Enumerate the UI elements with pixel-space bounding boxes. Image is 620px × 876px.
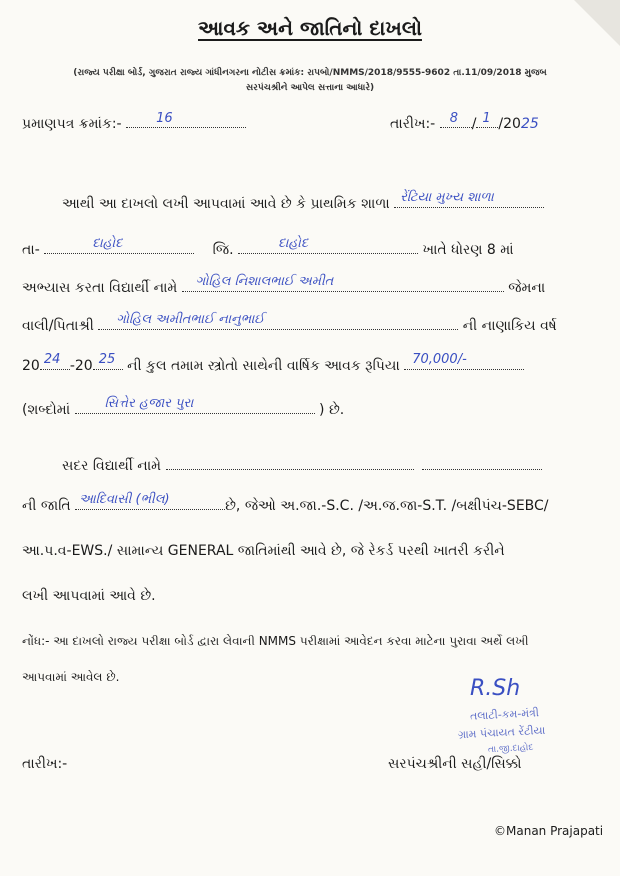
- amount-words-label: (શબ્દોમાં: [22, 402, 71, 418]
- footer-date-label: તારીખ:-: [22, 756, 68, 772]
- board-notice-line2: સરપંચશ્રીને આપેલ સત્તાના આધારે): [245, 83, 375, 93]
- paragraph-line-6: [22, 396, 345, 418]
- paragraph-line-7: [62, 458, 542, 474]
- taluka-field: [44, 236, 194, 254]
- district-label: જિ.: [212, 242, 234, 258]
- income-field: [404, 352, 524, 370]
- date-label: તારીખ:-: [390, 116, 436, 132]
- certificate-number-row: [22, 111, 246, 132]
- paragraph-line-2: [22, 236, 514, 258]
- paragraph-intro: આથી આ દાખલો લખી આપવામાં આવે છે કે પ્રાથમિક શાળા: [62, 196, 390, 212]
- footnote-line1: નોંધ:- આ દાખલો રાજ્ય પરીક્ષા બોર્ડ દ્વારા લેવાની NMMS પરીક્ષામાં આવેદન કરવા માટેના પુરાવા અર્થે લખી: [22, 634, 529, 648]
- year-from-value: 24: [43, 352, 61, 367]
- date-month-value: 1: [482, 111, 491, 126]
- student-again-blank-2: [422, 469, 542, 470]
- certificate-title-wrap: [0, 16, 620, 40]
- certificate-number-label: પ્રમાણપત્ર ક્રમાંક:-: [22, 116, 122, 132]
- amount-words-field: [75, 396, 315, 414]
- paragraph-line-5: 20 24 -20 25 ની કુલ તમામ સ્ત્રોતો સાથેની વાર્ષિક આવક રૂપિયા 70,000/-: [22, 358, 524, 374]
- board-notice-line1: (રાજ્ય પરીક્ષા બોર્ડ, ગુજરાત રાજ્ય ગાંધીનગરના નોટીસ ક્રમાંક: રાપબો/NMMS/2018/9555-9602 તા.11/09/2018 મુજબ: [73, 68, 547, 78]
- credit-text: ©Manan Prajapati: [494, 824, 604, 838]
- certificate-title: આવક અને જાતિનો દાખલો: [198, 16, 422, 40]
- student-label: અભ્યાસ કરતા વિદ્યાર્થી નામે: [22, 280, 178, 296]
- paragraph-line-1: [62, 190, 544, 212]
- district-field: [238, 236, 418, 254]
- school-name-field: [394, 190, 544, 208]
- paragraph-line-8: [22, 492, 549, 514]
- footnote-line2: આપવામાં આવેલ છે.: [22, 670, 120, 684]
- guardian-name-field: [98, 312, 458, 330]
- amount-words-end: ) છે.: [319, 402, 345, 418]
- caste-label: ની જાતિ: [22, 498, 71, 514]
- year-to-prefix: 20: [74, 358, 93, 374]
- student-name-value: ગોહિલ નિશાલભાઈ અમીત: [195, 274, 334, 289]
- financial-year-text: ની નાણાકિય વર્ષ: [462, 318, 557, 334]
- caste-field: [75, 492, 225, 510]
- date-month-field: [476, 111, 498, 128]
- standard-text: ખાતે ધોરણ 8 માં: [422, 242, 514, 258]
- income-text: ની કુલ તમામ સ્ત્રોતો સાથેની વાર્ષિક આવક રૂપિયા: [127, 358, 400, 374]
- guardian-name-value: ગોહિલ અમીતભાઈ નાનુભાઈ: [116, 312, 265, 327]
- date-row: તારીખ:- 8 / 1 /2025: [390, 111, 539, 132]
- caste-line-rest: છે, જેઓ અ.જા.-S.C. /અ.જ.જા-S.T. /બક્ષીપંચ-SEBC/: [225, 498, 549, 514]
- date-day-value: 8: [449, 111, 458, 126]
- school-name-value: રેંટિયા મુખ્ય શાળા: [400, 190, 494, 205]
- paragraph-line-3: [22, 274, 546, 296]
- date-day-field: [440, 111, 472, 128]
- paragraph-line-4: [22, 312, 557, 334]
- taluka-value: દાહોદ: [92, 236, 123, 251]
- paragraph-line-9: આ.પ.વ-EWS./ સામાન્ય GENERAL જાતિમાંથી આવે છે, જે રેકર્ડ પરથી ખાતરી કરીને: [22, 543, 505, 559]
- stamp-line3: તા.જી.દાહોદ: [487, 742, 534, 756]
- paragraph-line-10: લખી આપવામાં આવે છે.: [22, 588, 156, 604]
- income-value: 70,000/-: [412, 352, 467, 367]
- year-to-field: [93, 352, 123, 370]
- year-from-prefix: 20: [22, 358, 40, 374]
- certificate-number-field: [126, 111, 246, 128]
- student-name-field: [182, 274, 504, 292]
- date-year-prefix: 20: [503, 116, 521, 132]
- year-to-value: 25: [98, 352, 116, 367]
- caste-value: આદિવાસી (ભીલ): [79, 492, 170, 507]
- guardian-label: વાલી/પિતાશ્રી: [22, 318, 94, 334]
- footer-sign-label: સરપંચશ્રીની સહી/સિક્કો: [388, 756, 522, 772]
- amount-words-value: સિત્તેર હજાર પુરા: [104, 396, 194, 411]
- taluka-label: તા-: [22, 242, 40, 258]
- date-year-suffix: 25: [520, 116, 539, 132]
- stamp-line1: તલાટી-કમ-મંત્રી: [469, 706, 540, 723]
- signature: R.Sh: [470, 676, 521, 701]
- student-again-blank: [166, 469, 414, 470]
- certificate-number-value: 16: [156, 111, 173, 126]
- stamp-line2: ગ્રામ પંચાયત રેંટીયા: [457, 723, 546, 742]
- year-from-field: [40, 352, 70, 370]
- whose-text: જેમના: [508, 280, 546, 296]
- student-again-label: સદર વિદ્યાર્થી નામે: [62, 458, 162, 474]
- district-value: દાહોદ: [277, 236, 309, 251]
